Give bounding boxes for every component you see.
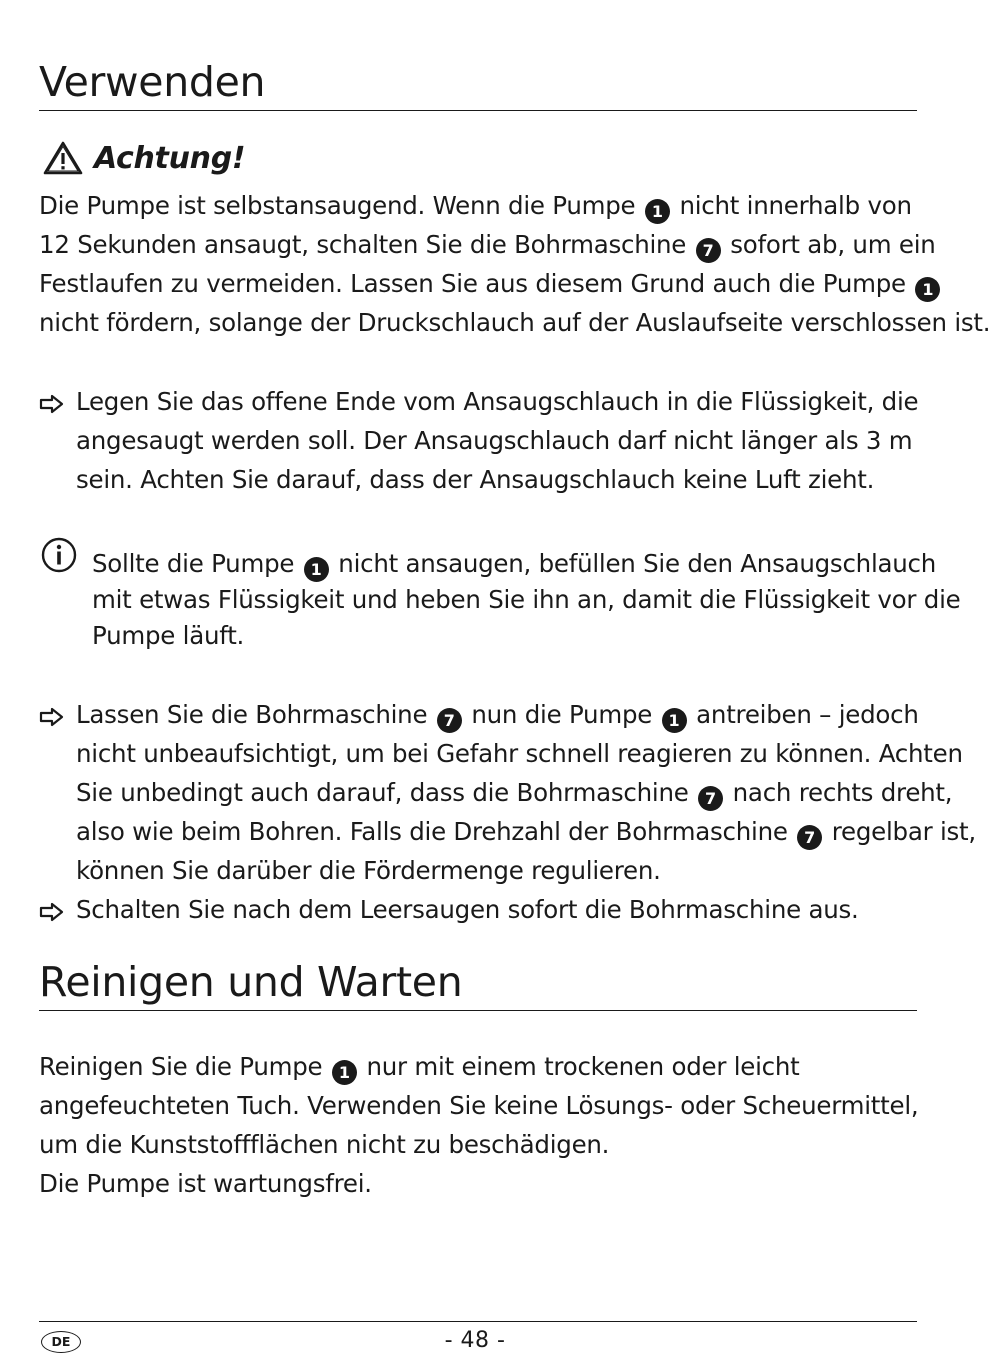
text-segment: nicht ansaugen, befüllen Sie den Ansaugschlauch xyxy=(330,549,937,578)
instruction-step xyxy=(39,890,917,929)
text-line xyxy=(76,695,917,734)
text-line xyxy=(76,812,976,851)
text-segment: Reinigen Sie die Pumpe xyxy=(39,1052,330,1081)
section-title-verwenden: Verwenden xyxy=(39,58,266,106)
text-line xyxy=(76,773,953,812)
text-segment: Legen Sie das offene Ende vom Ansaugschlauch in die Flüssigkeit, die xyxy=(76,387,919,416)
text-segment: Festlaufen zu vermeiden. Lassen Sie aus diesem Grund auch die Pumpe xyxy=(39,269,914,298)
arrow-right-icon xyxy=(39,394,65,414)
part-number-badge: 1 xyxy=(662,708,687,733)
text-segment: nicht innerhalb von xyxy=(671,191,912,220)
language-badge: DE xyxy=(41,1331,81,1353)
arrow-right-icon xyxy=(39,902,65,922)
text-segment: nach rechts dreht, xyxy=(725,778,953,807)
text-segment: Lassen Sie die Bohrmaschine xyxy=(76,700,435,729)
part-number-badge: 1 xyxy=(915,277,940,302)
text-line xyxy=(76,460,917,499)
arrow-right-icon xyxy=(39,707,65,727)
text-line xyxy=(92,546,937,582)
text-segment: regelbar ist, xyxy=(824,817,976,846)
text-segment: also wie beim Bohren. Falls die Drehzahl der Bohrmaschine xyxy=(76,817,796,846)
text-line xyxy=(39,225,936,264)
instruction-text xyxy=(76,695,976,890)
text-line xyxy=(76,382,917,421)
text-segment: nicht fördern, solange der Druckschlauch auf der Auslaufseite verschlossen ist. xyxy=(39,308,990,337)
part-number-badge: 7 xyxy=(696,238,721,263)
text-line xyxy=(76,421,917,460)
text-line xyxy=(76,851,917,890)
warning-text xyxy=(39,186,990,342)
text-segment: Pumpe läuft. xyxy=(92,621,245,650)
text-segment: Sie unbedingt auch darauf, dass die Bohrmaschine xyxy=(76,778,697,807)
instruction-step xyxy=(39,695,976,890)
text-line xyxy=(92,618,917,654)
text-line xyxy=(39,1086,917,1125)
part-number-badge: 1 xyxy=(304,557,329,582)
text-segment: antreiben – jedoch xyxy=(688,700,919,729)
text-line xyxy=(39,1125,917,1164)
instruction-text xyxy=(76,382,917,499)
info-text xyxy=(92,537,961,654)
text-segment: nicht unbeaufsichtigt, um bei Gefahr schnell reagieren zu können. Achten xyxy=(76,739,963,768)
text-segment: Die Pumpe ist selbstansaugend. Wenn die Pumpe xyxy=(39,191,643,220)
section-divider xyxy=(39,1010,917,1011)
text-line xyxy=(92,582,961,618)
section-title-reinigen: Reinigen und Warten xyxy=(39,958,463,1006)
part-number-badge: 7 xyxy=(797,825,822,850)
text-segment: nur mit einem trockenen oder leicht xyxy=(358,1052,800,1081)
text-segment: können Sie darüber die Fördermenge regulieren. xyxy=(76,856,661,885)
text-line xyxy=(39,1047,917,1086)
part-number-badge: 7 xyxy=(437,708,462,733)
part-number-badge: 1 xyxy=(332,1060,357,1085)
text-segment: sofort ab, um ein xyxy=(722,230,936,259)
warning-heading xyxy=(43,138,245,178)
cleaning-text xyxy=(39,1047,917,1203)
part-number-badge: 7 xyxy=(698,786,723,811)
instruction-text xyxy=(76,890,917,929)
part-number-badge: 1 xyxy=(645,199,670,224)
text-segment: um die Kunststoffflächen nicht zu beschädigen. xyxy=(39,1130,610,1159)
text-segment: Schalten Sie nach dem Leersaugen sofort die Bohrmaschine aus. xyxy=(76,895,859,924)
info-note xyxy=(39,537,961,654)
text-segment: sein. Achten Sie darauf, dass der Ansaugschlauch keine Luft zieht. xyxy=(76,465,875,494)
text-segment: angefeuchteten Tuch. Verwenden Sie keine Lösungs- oder Scheuermittel, xyxy=(39,1091,919,1120)
text-line xyxy=(39,1164,917,1203)
text-segment: Sollte die Pumpe xyxy=(92,549,302,578)
text-line xyxy=(39,303,990,342)
text-line xyxy=(39,186,917,225)
text-segment: nun die Pumpe xyxy=(463,700,660,729)
warning-triangle-icon xyxy=(43,141,83,175)
section-divider xyxy=(39,110,917,111)
page-number: - 48 - xyxy=(444,1328,506,1353)
footer-divider xyxy=(39,1321,917,1322)
text-line xyxy=(76,890,917,929)
text-line xyxy=(39,264,934,303)
instruction-step xyxy=(39,382,917,499)
warning-title: Achtung! xyxy=(94,140,246,176)
text-line xyxy=(76,734,963,773)
text-segment: 12 Sekunden ansaugt, schalten Sie die Bohrmaschine xyxy=(39,230,694,259)
text-segment: mit etwas Flüssigkeit und heben Sie ihn an, damit die Flüssigkeit vor die xyxy=(92,585,961,614)
info-icon xyxy=(41,537,77,573)
text-segment: angesaugt werden soll. Der Ansaugschlauch darf nicht länger als 3 m xyxy=(76,426,913,455)
text-segment: Die Pumpe ist wartungsfrei. xyxy=(39,1169,372,1198)
